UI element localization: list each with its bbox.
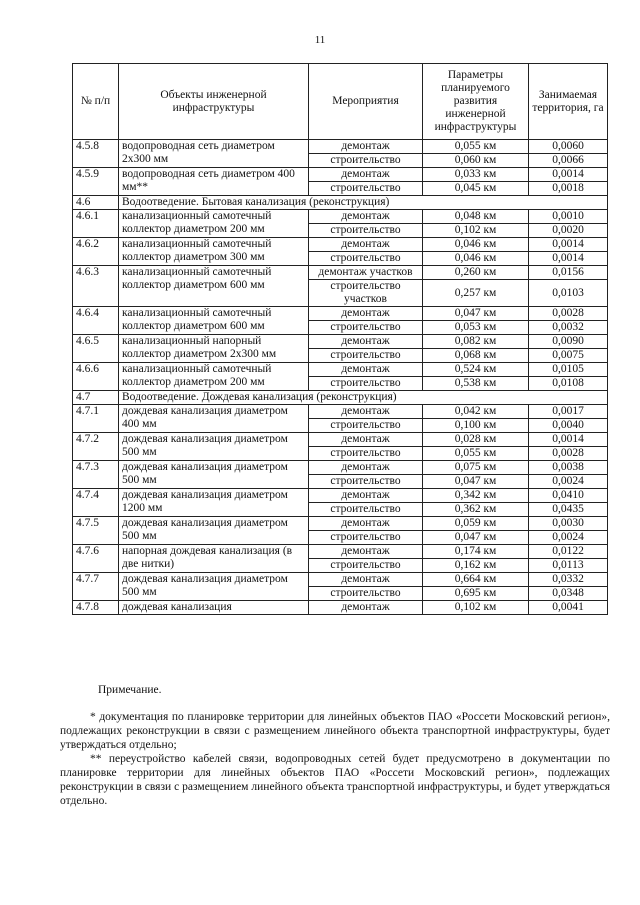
row-param: 0,524 км xyxy=(423,363,529,377)
row-territory: 0,0010 xyxy=(529,210,608,224)
row-action: демонтаж xyxy=(309,140,423,154)
row-num: 4.5.9 xyxy=(73,168,119,196)
row-action: демонтаж xyxy=(309,461,423,475)
row-param: 0,047 км xyxy=(423,475,529,489)
row-object: водопроводная сеть диаметром 400 мм** xyxy=(119,168,309,196)
row-param: 0,100 км xyxy=(423,419,529,433)
row-action: демонтаж xyxy=(309,335,423,349)
section-num: 4.6 xyxy=(73,196,119,210)
row-param: 0,055 км xyxy=(423,447,529,461)
row-action: демонтаж xyxy=(309,210,423,224)
page-number: 11 xyxy=(314,34,326,46)
table-row xyxy=(73,489,608,503)
row-territory: 0,0014 xyxy=(529,252,608,266)
row-territory: 0,0410 xyxy=(529,489,608,503)
row-object: дождевая канализация xyxy=(119,601,309,615)
row-object: водопроводная сеть диаметром 2х300 мм xyxy=(119,140,309,168)
header-object: Объекты инженерной инфраструктуры xyxy=(119,64,309,140)
table-row xyxy=(73,238,608,252)
row-object: канализационный самотечный коллектор диаметром 200 мм xyxy=(119,210,309,238)
row-action: строительство xyxy=(309,154,423,168)
section-title: Водоотведение. Бытовая канализация (реконструкция) xyxy=(119,196,608,210)
row-territory: 0,0028 xyxy=(529,447,608,461)
row-param: 0,075 км xyxy=(423,461,529,475)
row-action: демонтаж xyxy=(309,517,423,531)
row-object: дождевая канализация диаметром 500 мм xyxy=(119,573,309,601)
row-param: 0,053 км xyxy=(423,321,529,335)
row-param: 0,257 км xyxy=(423,280,529,307)
row-territory: 0,0103 xyxy=(529,280,608,307)
row-param: 0,047 км xyxy=(423,307,529,321)
row-action: строительство xyxy=(309,321,423,335)
header-territory: Занимаемая территория, га xyxy=(529,64,608,140)
row-object: канализационный самотечный коллектор диаметром 200 мм xyxy=(119,363,309,391)
row-territory: 0,0038 xyxy=(529,461,608,475)
row-territory: 0,0040 xyxy=(529,419,608,433)
row-num: 4.7.5 xyxy=(73,517,119,545)
row-territory: 0,0113 xyxy=(529,559,608,573)
row-object: канализационный самотечный коллектор диаметром 600 мм xyxy=(119,307,309,335)
row-territory: 0,0075 xyxy=(529,349,608,363)
row-object: дождевая канализация диаметром 400 мм xyxy=(119,405,309,433)
row-territory: 0,0030 xyxy=(529,517,608,531)
row-action: строительство xyxy=(309,224,423,238)
row-territory: 0,0122 xyxy=(529,545,608,559)
row-param: 0,047 км xyxy=(423,531,529,545)
table-row xyxy=(73,517,608,531)
row-territory: 0,0014 xyxy=(529,168,608,182)
row-num: 4.7.4 xyxy=(73,489,119,517)
table-header-row xyxy=(73,64,608,140)
row-param: 0,046 км xyxy=(423,252,529,266)
row-object: дождевая канализация диаметром 500 мм xyxy=(119,517,309,545)
row-num: 4.6.3 xyxy=(73,266,119,307)
row-action: демонтаж xyxy=(309,307,423,321)
row-territory: 0,0017 xyxy=(529,405,608,419)
header-num: № п/п xyxy=(73,64,119,140)
row-action: строительство xyxy=(309,531,423,545)
row-num: 4.6.1 xyxy=(73,210,119,238)
row-param: 0,028 км xyxy=(423,433,529,447)
row-object: дождевая канализация диаметром 500 мм xyxy=(119,433,309,461)
row-territory: 0,0332 xyxy=(529,573,608,587)
row-param: 0,055 км xyxy=(423,140,529,154)
row-num: 4.7.3 xyxy=(73,461,119,489)
table-row xyxy=(73,405,608,419)
row-param: 0,260 км xyxy=(423,266,529,280)
row-action: демонтаж xyxy=(309,238,423,252)
table-row xyxy=(73,461,608,475)
row-param: 0,060 км xyxy=(423,154,529,168)
row-action: демонтаж xyxy=(309,168,423,182)
row-param: 0,174 км xyxy=(423,545,529,559)
row-territory: 0,0060 xyxy=(529,140,608,154)
row-num: 4.7.2 xyxy=(73,433,119,461)
row-object: канализационный самотечный коллектор диаметром 300 мм xyxy=(119,238,309,266)
row-action: строительство xyxy=(309,349,423,363)
row-action: строительство участков xyxy=(309,280,423,307)
row-territory: 0,0066 xyxy=(529,154,608,168)
row-action: демонтаж xyxy=(309,573,423,587)
row-param: 0,082 км xyxy=(423,335,529,349)
table-row xyxy=(73,601,608,615)
row-num: 4.6.2 xyxy=(73,238,119,266)
row-territory: 0,0435 xyxy=(529,503,608,517)
row-num: 4.7.8 xyxy=(73,601,119,615)
row-territory: 0,0018 xyxy=(529,182,608,196)
row-territory: 0,0024 xyxy=(529,475,608,489)
row-territory: 0,0348 xyxy=(529,587,608,601)
header-action: Мероприятия xyxy=(309,64,423,140)
table-row xyxy=(73,210,608,224)
row-param: 0,342 км xyxy=(423,489,529,503)
row-object: напорная дождевая канализация (в две нитки) xyxy=(119,545,309,573)
row-territory: 0,0041 xyxy=(529,601,608,615)
row-num: 4.5.8 xyxy=(73,140,119,168)
row-param: 0,538 км xyxy=(423,377,529,391)
table-row xyxy=(73,573,608,587)
table-row xyxy=(73,307,608,321)
row-action: строительство xyxy=(309,377,423,391)
section-num: 4.7 xyxy=(73,391,119,405)
table-row xyxy=(73,140,608,154)
engineering-infrastructure-table xyxy=(72,63,608,615)
table-row xyxy=(73,168,608,182)
row-param: 0,664 км xyxy=(423,573,529,587)
row-action: строительство xyxy=(309,252,423,266)
table-row xyxy=(73,433,608,447)
row-num: 4.6.6 xyxy=(73,363,119,391)
row-param: 0,162 км xyxy=(423,559,529,573)
row-action: строительство xyxy=(309,559,423,573)
row-territory: 0,0156 xyxy=(529,266,608,280)
row-num: 4.7.7 xyxy=(73,573,119,601)
row-territory: 0,0020 xyxy=(529,224,608,238)
row-territory: 0,0032 xyxy=(529,321,608,335)
table-row xyxy=(73,335,608,349)
row-territory: 0,0028 xyxy=(529,307,608,321)
row-param: 0,102 км xyxy=(423,224,529,238)
section-title: Водоотведение. Дождевая канализация (реконструкция) xyxy=(119,391,608,405)
row-param: 0,033 км xyxy=(423,168,529,182)
row-action: строительство xyxy=(309,182,423,196)
row-action: демонтаж xyxy=(309,601,423,615)
row-action: демонтаж xyxy=(309,433,423,447)
row-num: 4.6.4 xyxy=(73,307,119,335)
table-row xyxy=(73,363,608,377)
section-row xyxy=(73,391,608,405)
row-action: строительство xyxy=(309,419,423,433)
row-territory: 0,0024 xyxy=(529,531,608,545)
row-param: 0,102 км xyxy=(423,601,529,615)
row-param: 0,046 км xyxy=(423,238,529,252)
row-action: демонтаж xyxy=(309,363,423,377)
footnote-single-asterisk: * документация по планировке территории для линейных объектов ПАО «Россети Московский регион», подлежащих реконструкции в связи с размещением линейного объекта транспортной инфраструктуры, будет утверждаться отдельно; xyxy=(60,711,610,751)
row-action: строительство xyxy=(309,475,423,489)
row-territory: 0,0014 xyxy=(529,433,608,447)
row-param: 0,045 км xyxy=(423,182,529,196)
table-row xyxy=(73,545,608,559)
row-territory: 0,0105 xyxy=(529,363,608,377)
row-num: 4.7.6 xyxy=(73,545,119,573)
row-action: строительство xyxy=(309,503,423,517)
row-action: строительство xyxy=(309,447,423,461)
row-territory: 0,0014 xyxy=(529,238,608,252)
row-object: дождевая канализация диаметром 500 мм xyxy=(119,461,309,489)
row-action: демонтаж участков xyxy=(309,266,423,280)
footnote-double-asterisk: ** переустройство кабелей связи, водопроводных сетей будет предусмотрено в документации по планировке территории для линейных объектов ПАО «Россети Московский регион», подлежащих реконструкции в связи с размещением линейного объекта транспортной инфраструктуры, и будет утверждаться отдельно. xyxy=(60,753,610,807)
row-num: 4.7.1 xyxy=(73,405,119,433)
row-param: 0,362 км xyxy=(423,503,529,517)
row-param: 0,695 км xyxy=(423,587,529,601)
row-object: канализационный напорный коллектор диаметром 2х300 мм xyxy=(119,335,309,363)
row-action: строительство xyxy=(309,587,423,601)
row-param: 0,059 км xyxy=(423,517,529,531)
row-object: дождевая канализация диаметром 1200 мм xyxy=(119,489,309,517)
row-param: 0,042 км xyxy=(423,405,529,419)
row-num: 4.6.5 xyxy=(73,335,119,363)
row-param: 0,048 км xyxy=(423,210,529,224)
row-action: демонтаж xyxy=(309,405,423,419)
table-row xyxy=(73,266,608,280)
row-object: канализационный самотечный коллектор диаметром 600 мм xyxy=(119,266,309,307)
header-params: Параметры планируемого развития инженерной инфраструктуры xyxy=(423,64,529,140)
row-territory: 0,0108 xyxy=(529,377,608,391)
section-row xyxy=(73,196,608,210)
row-territory: 0,0090 xyxy=(529,335,608,349)
notes-title: Примечание. xyxy=(98,684,162,696)
row-action: демонтаж xyxy=(309,489,423,503)
row-param: 0,068 км xyxy=(423,349,529,363)
row-action: демонтаж xyxy=(309,545,423,559)
